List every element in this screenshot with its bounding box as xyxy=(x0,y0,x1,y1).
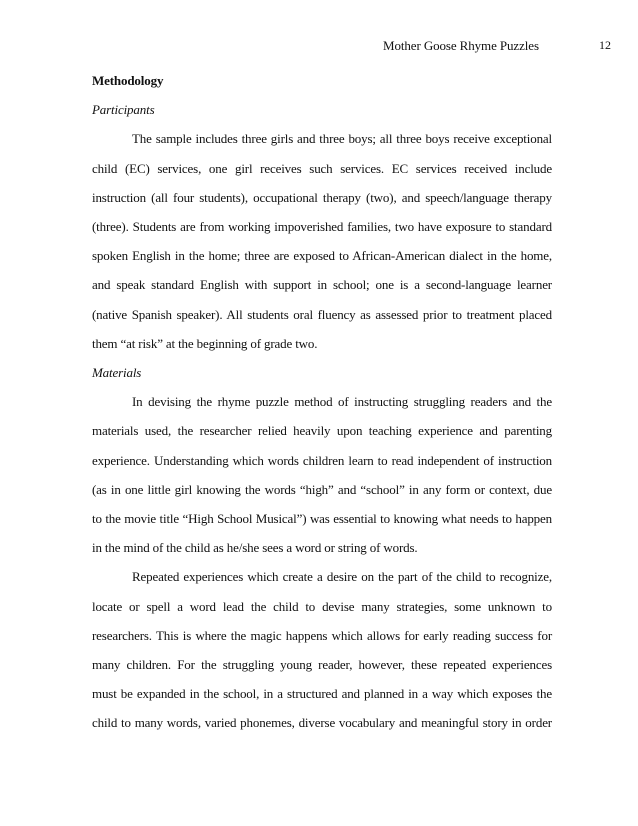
text-line: instruction (all four students), occupational therapy (two), and speech/language therapy xyxy=(92,189,552,205)
text-line: (native Spanish speaker). All students oral fluency as assessed prior to treatment placed xyxy=(92,306,552,322)
section-heading: Methodology xyxy=(92,73,164,88)
text-line: many children. For the struggling young reader, however, these repeated experiences xyxy=(92,657,552,673)
text-line: (as in one little girl knowing the words “high” and “school” in any form or context, due xyxy=(92,481,552,497)
text-line: child to many words, varied phonemes, diverse vocabulary and meaningful story in order xyxy=(92,715,552,731)
text-line: and speak standard English with support in school; one is a second-language learner xyxy=(92,277,552,293)
text-line: them “at risk” at the beginning of grade two. xyxy=(92,335,318,351)
text-line: must be expanded in the school, in a structured and planned in a way which exposes the xyxy=(92,686,552,702)
text-line: experience. Understanding which words children learn to read independent of instruction xyxy=(92,452,552,468)
text-line: to the movie title “High School Musical”) was essential to knowing what needs to happen xyxy=(92,511,552,527)
participants-paragraph xyxy=(92,124,552,358)
text-line: researchers. This is where the magic happens which allows for early reading success for xyxy=(92,627,552,643)
materials-subheading: Materials xyxy=(92,365,142,381)
materials-paragraph-1 xyxy=(92,387,552,562)
running-head: Mother Goose Rhyme Puzzles xyxy=(383,38,539,53)
text-line: spoken English in the home; three are exposed to African-American dialect in the home, xyxy=(92,248,552,264)
page-number: 12 xyxy=(599,38,611,52)
text-line: Repeated experiences which create a desire on the part of the child to recognize, xyxy=(132,569,552,585)
text-line: In devising the rhyme puzzle method of instructing struggling readers and the xyxy=(132,394,552,410)
text-line: (three). Students are from working impoverished families, two have exposure to standard xyxy=(92,219,552,235)
text-line: child (EC) services, one girl receives such services. EC services received include xyxy=(92,160,552,176)
text-line: The sample includes three girls and three boys; all three boys receive exceptional xyxy=(132,131,552,147)
body-text xyxy=(92,66,552,738)
materials-paragraph-2 xyxy=(92,562,552,737)
participants-subheading: Participants xyxy=(92,102,155,118)
text-line: locate or spell a word lead the child to devise many strategies, some unknown to xyxy=(92,598,552,614)
text-line: in the mind of the child as he/she sees a word or string of words. xyxy=(92,540,418,556)
text-line: materials used, the researcher relied heavily upon teaching experience and parenting xyxy=(92,423,552,439)
